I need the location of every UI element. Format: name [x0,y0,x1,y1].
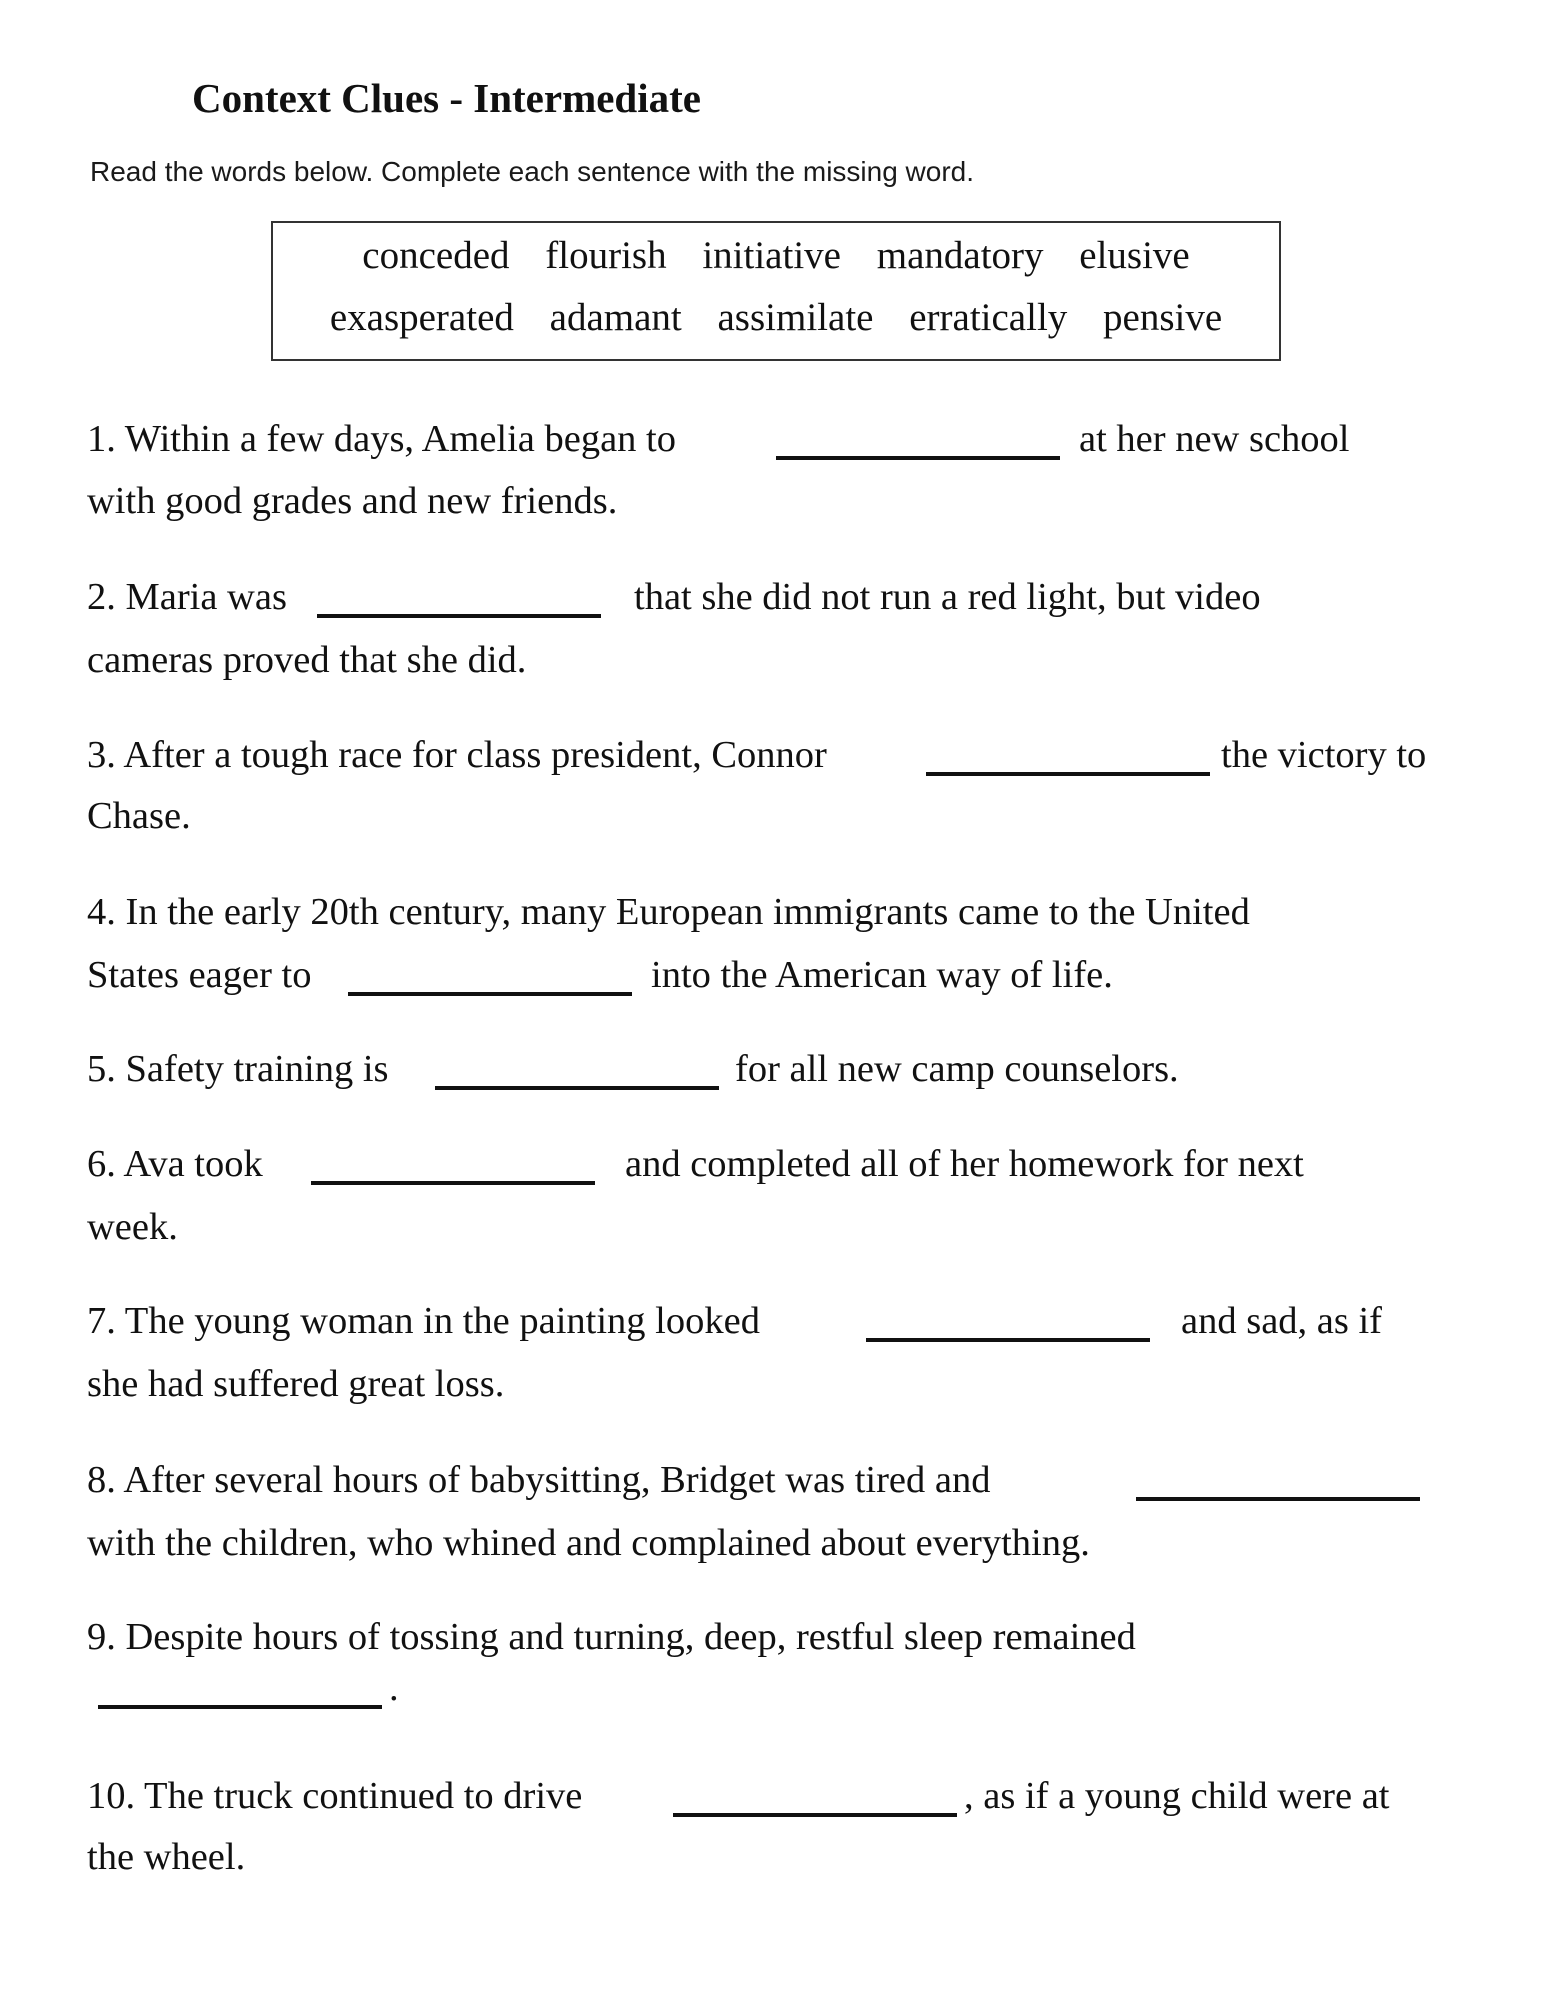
question-text: and sad, as if [1181,1300,1382,1342]
answer-blank[interactable] [98,1705,382,1709]
question-text: 9. Despite hours of tossing and turning, deep, restful sleep remained [87,1616,1136,1658]
question-text: the victory to [1221,734,1427,776]
question-text: that she did not run a red light, but video [634,576,1261,618]
question-text: 6. Ava took [87,1143,263,1185]
question-line [0,1771,1545,1821]
question-line [0,1044,1545,1094]
word-bank-word: adamant [549,296,682,339]
question-text: into the American way of life. [651,954,1113,996]
word-bank [271,221,1281,361]
answer-blank[interactable] [673,1813,957,1817]
question-text: . [389,1667,399,1709]
question-text: 3. After a tough race for class president, Connor [87,734,827,776]
question-text: cameras proved that she did. [87,639,527,681]
question-line [0,414,1545,464]
question-text: 7. The young woman in the painting looked [87,1300,760,1342]
answer-blank[interactable] [866,1338,1150,1342]
word-bank-word: flourish [545,234,667,277]
word-bank-word: erratically [909,296,1068,339]
question-text: 5. Safety training is [87,1048,389,1090]
question-line [0,1296,1545,1346]
question-line [0,635,1545,685]
question-text: and completed all of her homework for next [625,1143,1304,1185]
question-text: 2. Maria was [87,576,287,618]
answer-blank[interactable] [317,614,601,618]
question-text: the wheel. [87,1836,246,1878]
question-text: with the children, who whined and complained about everything. [87,1522,1090,1564]
word-bank-word: pensive [1103,296,1223,339]
word-bank-word: conceded [362,234,510,277]
answer-blank[interactable] [1136,1497,1420,1501]
answer-blank[interactable] [311,1181,595,1185]
word-bank-word: mandatory [876,234,1044,277]
question-text: 8. After several hours of babysitting, Bridget was tired and [87,1459,991,1501]
question-line [0,476,1545,526]
question-text: States eager to [87,954,312,996]
worksheet-title: Context Clues - Intermediate [192,75,701,121]
answer-blank[interactable] [435,1086,719,1090]
question-line [0,1663,1545,1713]
question-line [0,791,1545,841]
question-text: with good grades and new friends. [87,480,618,522]
question-text: 1. Within a few days, Amelia began to [87,418,677,460]
question-line [0,1359,1545,1409]
word-bank-word: assimilate [717,296,874,339]
question-text: 10. The truck continued to drive [87,1775,583,1817]
question-text: Chase. [87,795,191,837]
question-line [0,1612,1545,1662]
question-line [0,1139,1545,1189]
question-line [0,950,1545,1000]
instructions: Read the words below. Complete each sentence with the missing word. [90,156,975,187]
question-text: at her new school [1079,418,1350,460]
question-text: she had suffered great loss. [87,1363,505,1405]
answer-blank[interactable] [776,456,1060,460]
word-bank-word: initiative [702,234,841,277]
word-bank-row [273,295,1279,340]
answer-blank[interactable] [926,772,1210,776]
question-line [0,1455,1545,1505]
question-text: 4. In the early 20th century, many European immigrants came to the United [87,891,1250,933]
question-line [0,887,1545,937]
question-line [0,1202,1545,1252]
word-bank-word: exasperated [329,296,514,339]
question-line [0,1518,1545,1568]
question-line [0,730,1545,780]
word-bank-row [273,233,1279,278]
word-bank-word: elusive [1079,234,1190,277]
question-line [0,572,1545,622]
question-text: week. [87,1206,178,1248]
answer-blank[interactable] [348,992,632,996]
question-text: for all new camp counselors. [735,1048,1179,1090]
question-line [0,1832,1545,1882]
question-text: , as if a young child were at [964,1775,1390,1817]
